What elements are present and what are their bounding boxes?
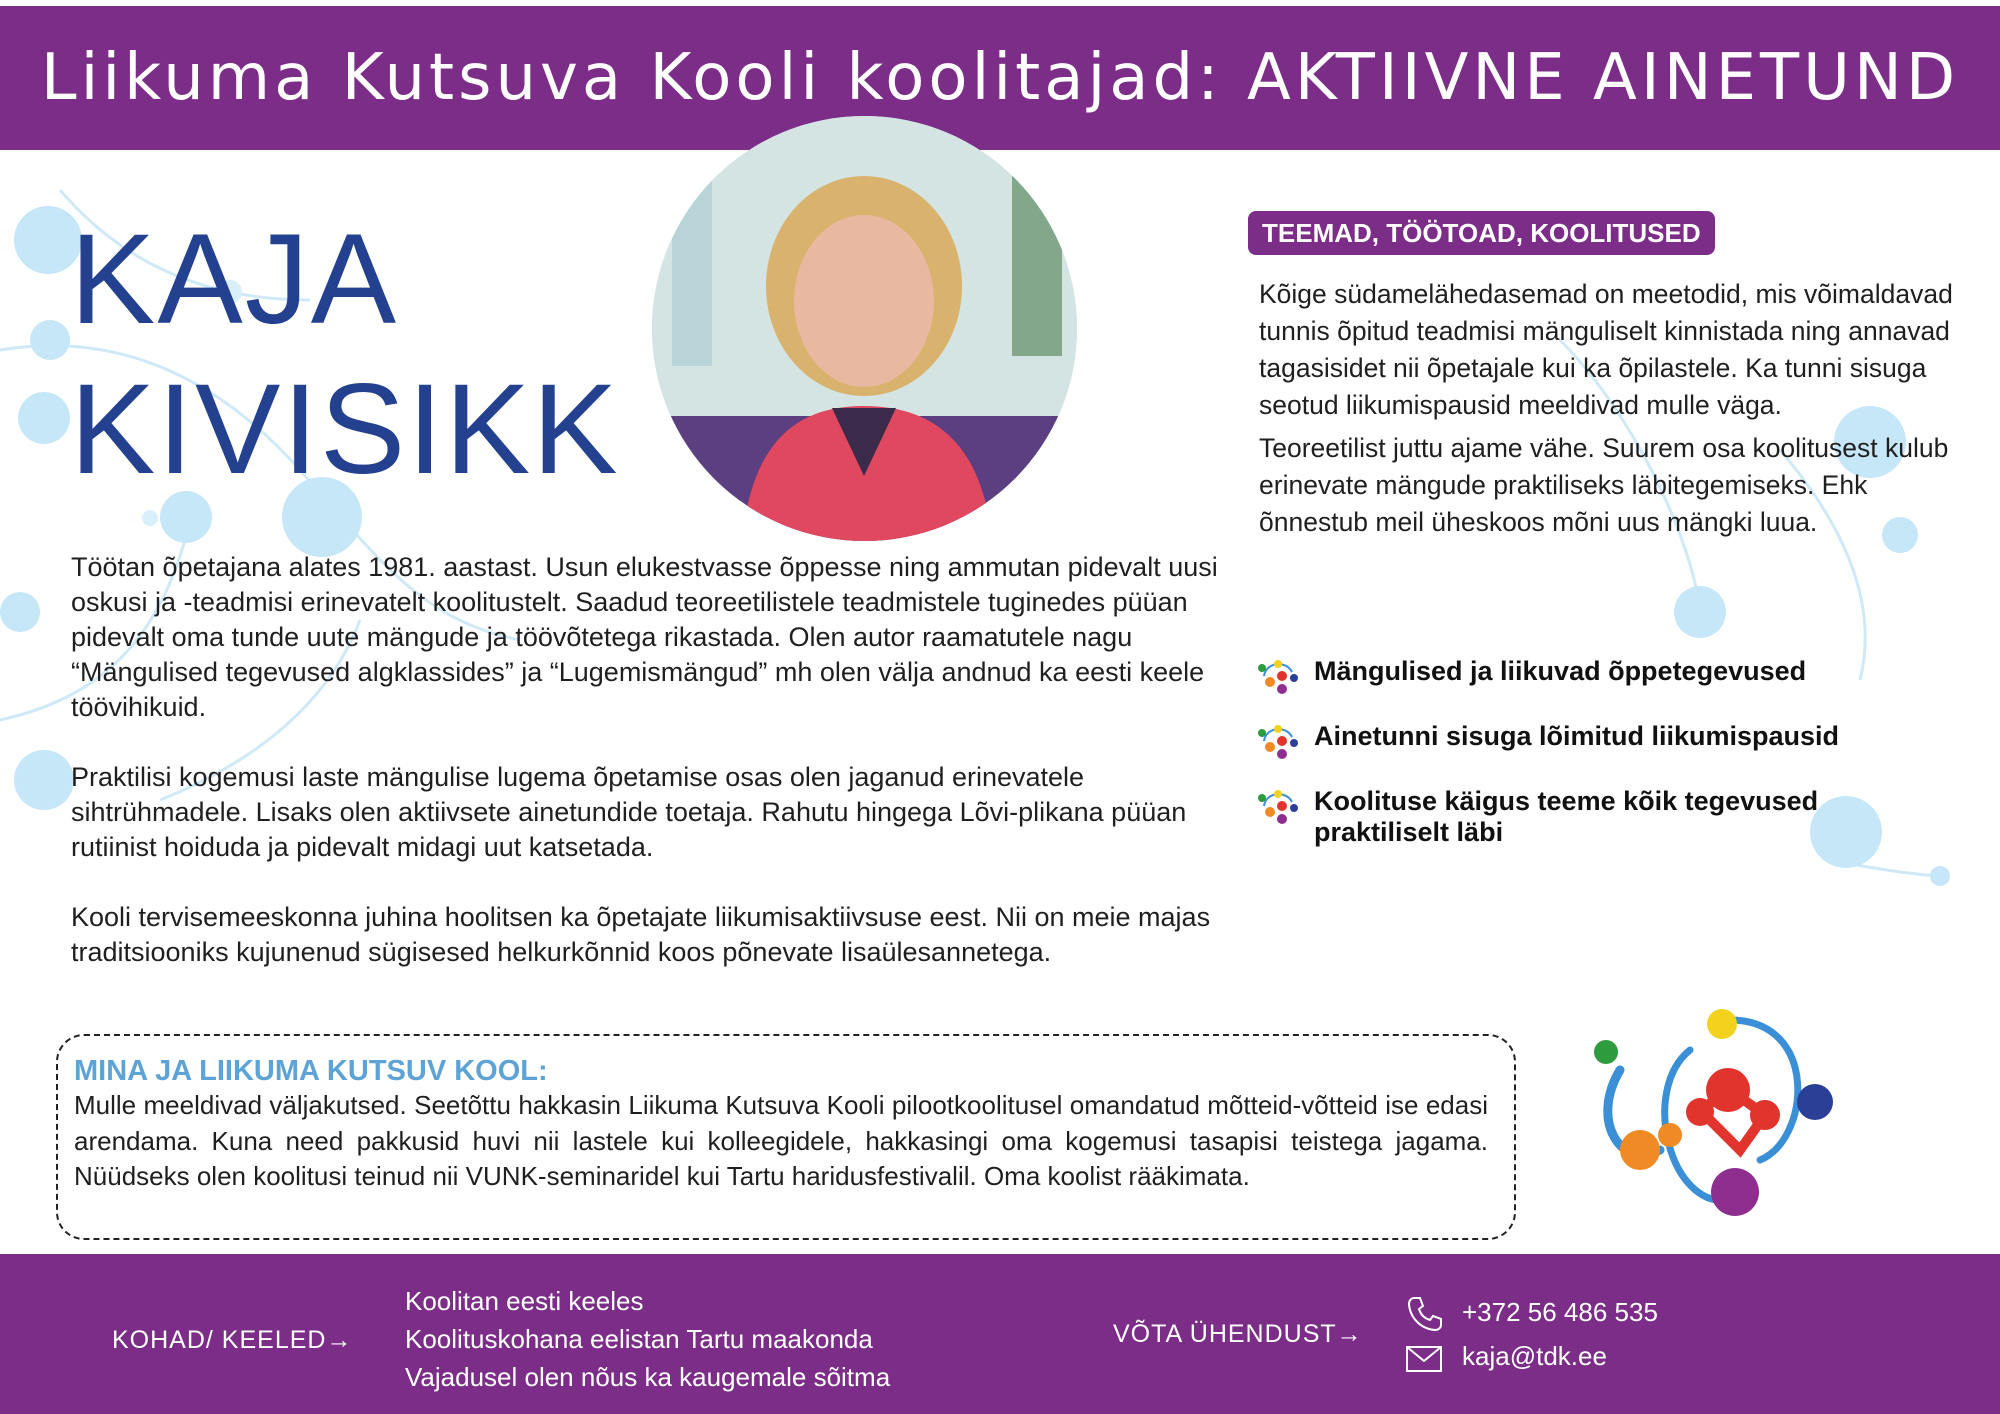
email-address[interactable]: kaja@tdk.ee <box>1462 1341 1607 1371</box>
page-footer <box>0 1254 2000 1414</box>
places-line: Koolituskohana eelistan Tartu maakonda <box>405 1324 873 1354</box>
trainer-name <box>70 205 630 505</box>
topics-badge: TEEMAD, TÖÖTOAD, KOOLITUSED <box>1248 211 1715 255</box>
mina-box <box>56 1034 1516 1240</box>
page-title: Liikuma Kutsuva Kooli koolitajad: AKTIIVNE AINETUND <box>40 41 1960 115</box>
bio-paragraph: Praktilisi kogemusi laste mängulise lugema õpetamise osas olen jaganud erinevatele sihtrühmadele. Lisaks olen aktiivsete ainetundide toetaja. Rahutu hingega Lõvi-plikana püüan rutiinist hoiduda ja pidevalt midagi uut katsetada. <box>71 762 1187 862</box>
first-name: KAJA <box>70 208 399 351</box>
places-list <box>405 1282 890 1396</box>
list-item <box>1256 721 1896 752</box>
bio-text <box>71 550 1221 1005</box>
topics-bullet-list <box>1256 656 1896 882</box>
contact-label: VÕTA ÜHENDUST→ <box>1113 1320 1363 1348</box>
page-header <box>0 6 2000 150</box>
list-item <box>1256 786 1896 848</box>
molecule-icon <box>1256 721 1300 761</box>
bullet-label: Ainetunni sisuga lõimitud liikumispausid <box>1314 721 1840 751</box>
bio-paragraph: Kooli tervisemeeskonna juhina hoolitsen ka õpetajate liikumisaktiivsuse eest. Nii on meie majas traditsiooniks kujunenud sügisesed helkurkõnnid koos põnevate lisaülesannetega. <box>71 902 1211 967</box>
liikuma-kutsuv-kool-logo <box>1580 1000 1850 1225</box>
molecule-icon <box>1256 656 1300 696</box>
phone-icon <box>1404 1294 1444 1334</box>
topics-paragraph: Kõige südamelähedasemad on meetodid, mis võimaldavad tunnis õpitud teadmisi mänguliselt kinnistada ning annavad tagasisidet nii õpetajale kui ka õpilastele. Ka tunni sisuga seotud liikumispausid meeldivad mulle väga. <box>1259 279 1953 420</box>
envelope-icon <box>1404 1343 1444 1375</box>
phone-number[interactable]: +372 56 486 535 <box>1462 1297 1658 1327</box>
places-line: Vajadusel olen nõus ka kaugemale sõitma <box>405 1362 891 1392</box>
portrait-photo <box>652 116 1077 541</box>
mina-title: MINA JA LIIKUMA KUTSUV KOOL: <box>74 1055 548 1087</box>
bullet-label: Mängulised ja liikuvad õppetegevused <box>1314 656 1807 686</box>
topics-paragraph: Teoreetilist juttu ajame vähe. Suurem osa koolitusest kulub erinevate mängude praktiliseks läbitegemiseks. Ehk õnnestub meil üheskoos mõni uus mängki luua. <box>1259 433 1949 537</box>
list-item <box>1256 656 1896 687</box>
bio-paragraph: Töötan õpetajana alates 1981. aastast. Usun elukestvasse õppesse ning ammutan pidevalt uusi oskusi ja -teadmisi erinevatelt koolitustelt. Saadud teoreetilistele teadmistele tuginedes püüan pidevalt oma tunde uute mängude ja töövõtetega rikastada. Olen autor raamatutele nagu “Mängulised tegevused algklassides” ja “Lugemismängud” mh olen välja andnud ka eesti keele töövihikuid. <box>71 552 1218 722</box>
places-label: KOHAD/ KEELED→ <box>112 1326 353 1354</box>
places-line: Koolitan eesti keeles <box>405 1286 644 1316</box>
molecule-icon <box>1256 786 1300 826</box>
topics-text <box>1259 276 1959 547</box>
mina-text: Mulle meeldivad väljakutsed. Seetõttu hakkasin Liikuma Kutsuva Kooli pilootkoolitusel omandatud mõtteid-võtteid ise edasi arendama. Kuna need pakkusid huvi nii lastele kui kolleegidele, hakkasingi oma kogemusi tasapisi teistega jagama. Nüüdseks olen koolitusi teinud nii VUNK-seminaridel kui Tartu haridusfestivalil. Oma koolist rääkimata. <box>74 1090 1488 1191</box>
bullet-label: Koolituse käigus teeme kõik tegevused praktiliselt läbi <box>1314 786 1819 847</box>
last-name: KIVISIKK <box>70 358 620 501</box>
